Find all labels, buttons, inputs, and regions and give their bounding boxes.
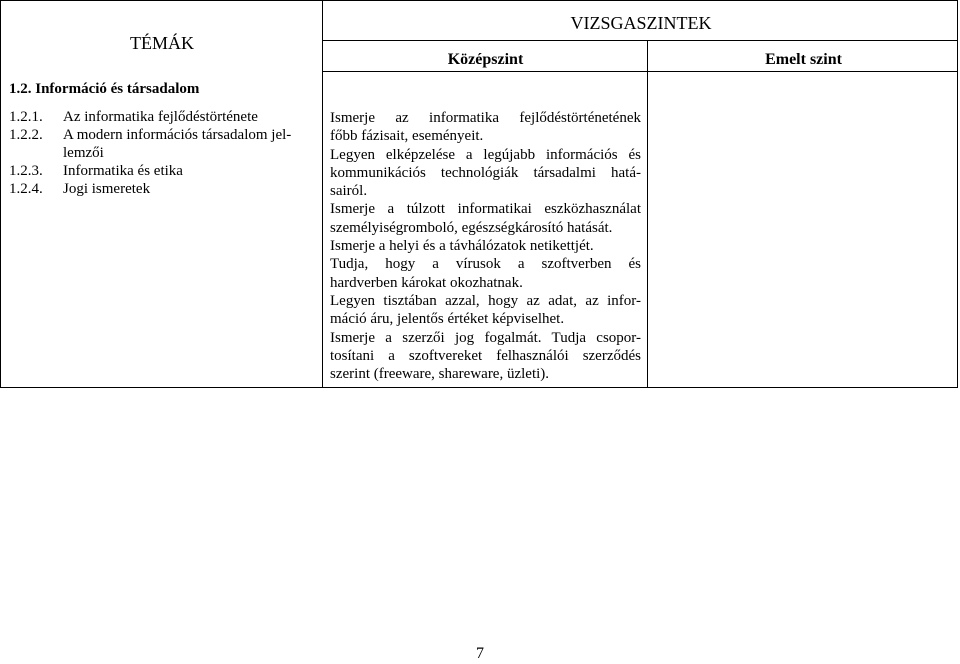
requirement-line: tosítani a szoftvereket felhasználói szerződés [330,347,641,364]
topic-item [9,144,309,162]
topic-section-title: 1.2. Információ és társadalom [9,81,200,97]
topic-item [9,162,309,180]
header-kozepszint: Középszint [447,51,524,68]
topic-label: lemzői [63,145,104,161]
requirement-line: hardverben károkat okozhatnak. [330,274,523,291]
requirement-line: Legyen elképzelése a legújabb információs és [330,146,641,163]
column-divider-levels [647,41,648,387]
header-divider-top [322,40,957,41]
topic-label: Az informatika fejlődéstörténete [63,109,258,125]
topic-item [9,180,309,198]
topic-item [9,126,309,144]
requirement-line: máció áru, jelentős értéket képviselhet. [330,311,565,328]
topic-label: Jogi ismeretek [63,181,151,197]
requirement-line: főbb fázisait, eseményeit. [330,128,484,145]
requirement-line: Ismerje a helyi és a távhálózatok netikettjét. [330,238,594,255]
requirement-line: Ismerje a túlzott informatikai eszközhasználat [330,201,641,218]
requirement-line: Ismerje az informatika fejlődéstörténetének [330,110,641,126]
requirement-line: Legyen tisztában azzal, hogy az adat, az infor- [330,292,641,309]
topic-number: 1.2.2. [9,127,43,143]
requirement-line: Tudja, hogy a vírusok a szoftverben és [330,256,641,273]
kozepszint-requirements [330,109,641,383]
topic-label: Informatika és etika [63,163,183,179]
topic-number: 1.2.3. [9,163,43,179]
topic-item [9,108,309,126]
page-number: 7 [476,645,484,662]
requirement-line: Ismerje a szerzői jog fogalmát. Tudja csopor- [330,329,641,346]
topic-number: 1.2.1. [9,109,43,125]
header-temak: TÉMÁK [130,33,194,53]
header-divider-bottom [322,71,957,72]
topic-number: 1.2.4. [9,181,43,197]
topic-number [9,144,63,162]
topic-label: A modern információs társadalom jel- [63,127,292,143]
header-vizsgaszintek: VIZSGASZINTEK [570,13,712,33]
header-emelt-szint: Emelt szint [765,51,842,68]
requirement-line: szerint (freeware, shareware, üzleti). [330,366,550,383]
requirement-line: személyiségromboló, egészségkárosító hatását. [330,219,613,236]
topic-list [9,108,309,198]
requirement-line: kommunikációs technológiák társadalmi hatá- [330,164,641,181]
requirement-line: sairól. [330,183,368,200]
